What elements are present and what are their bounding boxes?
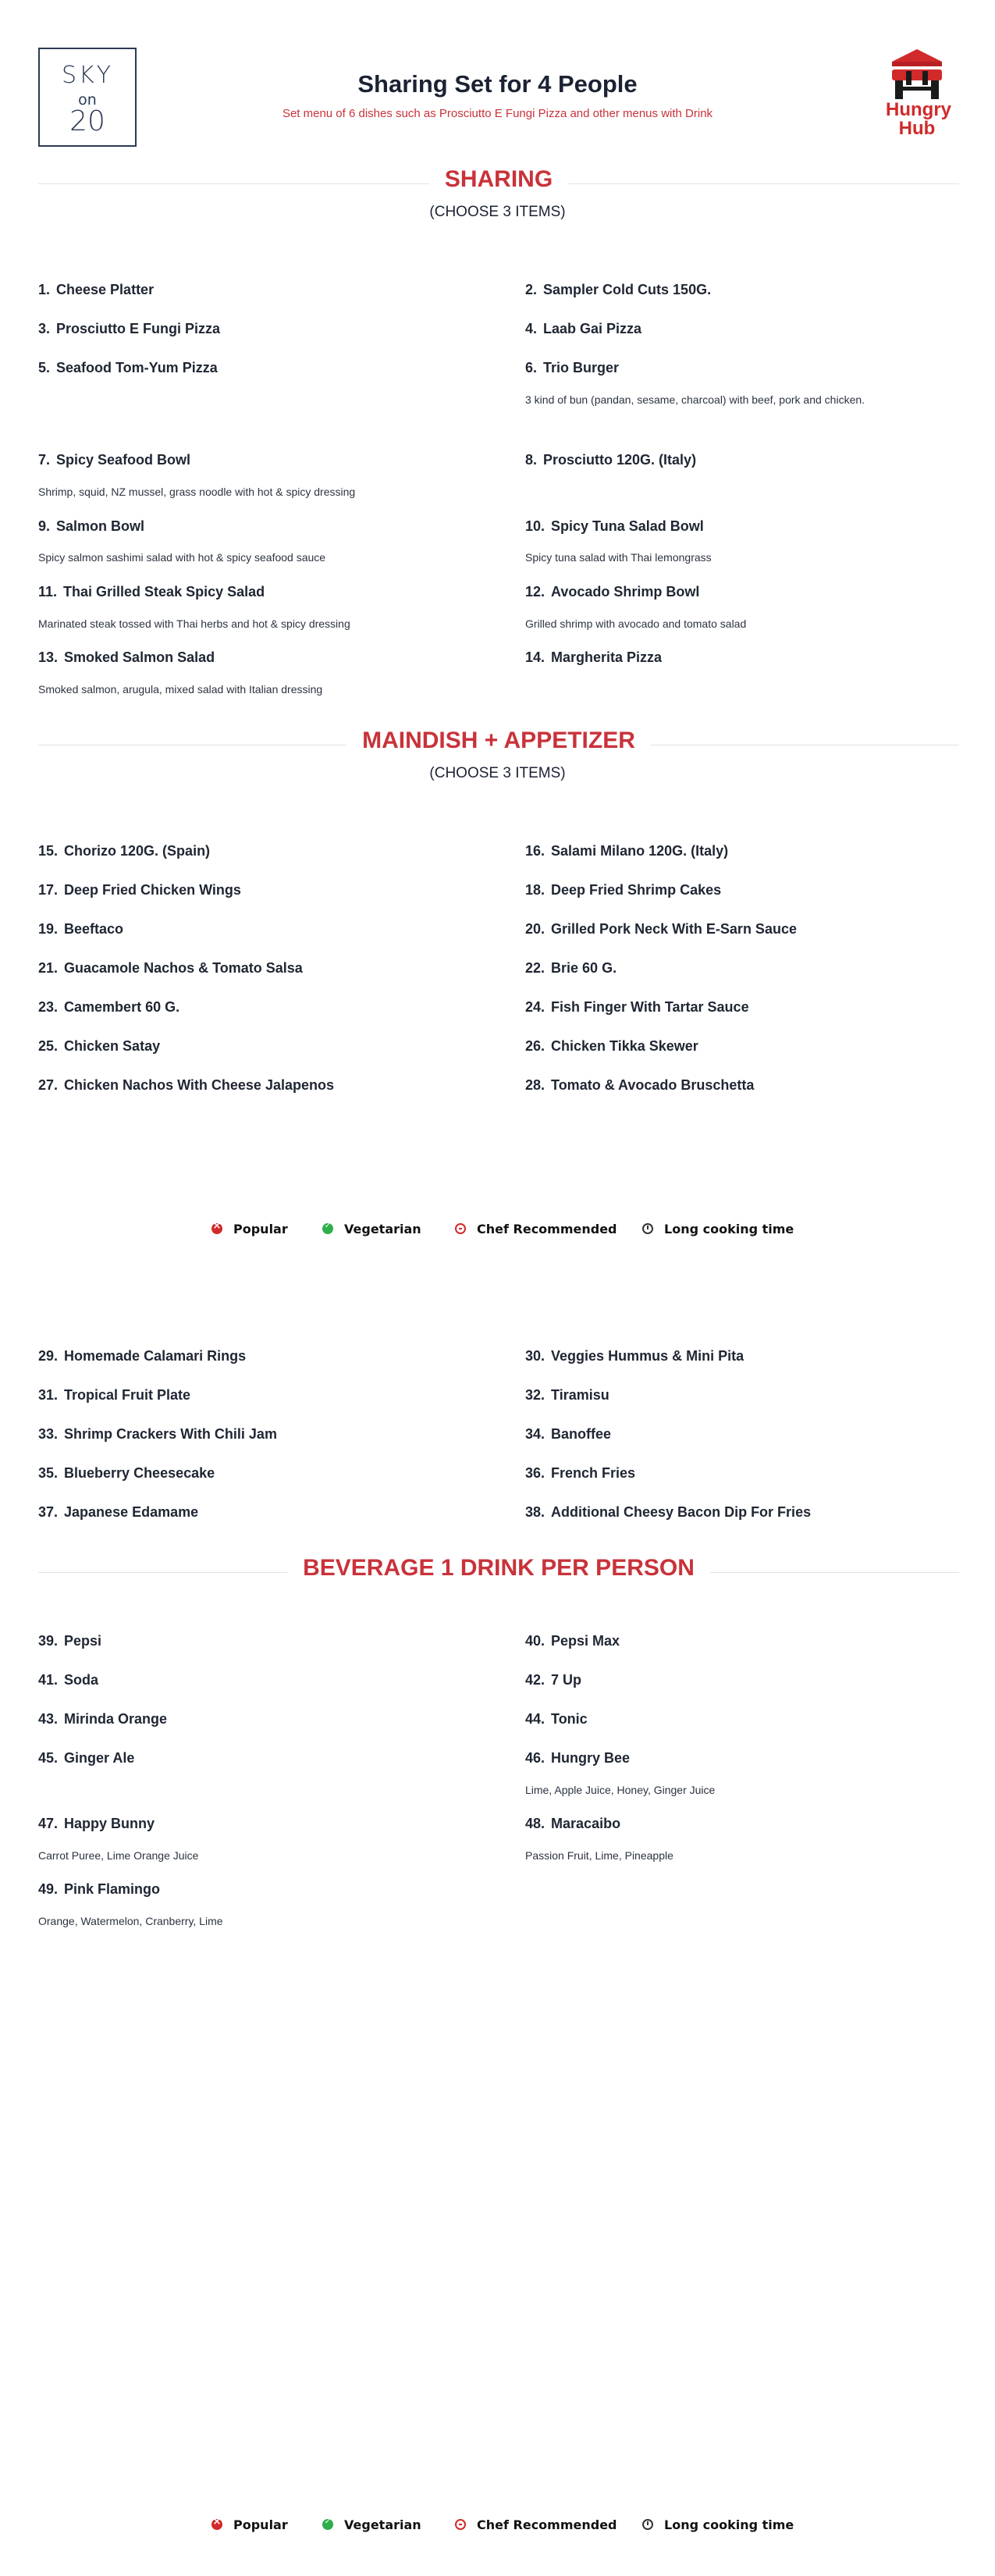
menu-item: 12. Avocado Shrimp Bowl (525, 584, 700, 600)
vegetarian-icon (322, 1223, 333, 1234)
item-description: Shrimp, squid, NZ mussel, grass noodle with hot & spicy dressing (38, 486, 356, 498)
menu-item: 34. Banoffee (525, 1426, 612, 1442)
menu-item: 37. Japanese Edamame (38, 1504, 199, 1520)
legend (0, 2517, 995, 2536)
menu-item: 47. Happy Bunny (38, 1816, 155, 1831)
menu-item: 3. Prosciutto E Fungi Pizza (38, 321, 221, 336)
menu-item: 49. Pink Flamingo (38, 1881, 161, 1897)
menu-item: 26. Chicken Tikka Skewer (525, 1038, 698, 1054)
menu-item: 19. Beeftaco (38, 921, 124, 937)
page-title: Sharing Set for 4 People (357, 70, 638, 98)
menu-item: 46. Hungry Bee (525, 1750, 631, 1766)
legend-item: ×Popular (211, 2517, 288, 2532)
menu-item: 42. 7 Up (525, 1672, 582, 1688)
legend-item: Long cooking time (642, 2517, 794, 2532)
legend (0, 1222, 995, 1240)
choose-note: (CHOOSE 3 ITEMS) (429, 765, 566, 781)
menu-item: 29. Homemade Calamari Rings (38, 1348, 247, 1364)
long-cooking-time-icon (642, 2519, 653, 2530)
menu-item: 24. Fish Finger With Tartar Sauce (525, 999, 749, 1015)
item-description: Marinated steak tossed with Thai herbs and hot & spicy dressing (38, 617, 350, 630)
table-icon (887, 48, 947, 101)
menu-item: 30. Veggies Hummus & Mini Pita (525, 1348, 744, 1364)
menu-item: 44. Tonic (525, 1711, 588, 1727)
section-title: SHARING (429, 166, 568, 192)
menu-item: 13. Smoked Salmon Salad (38, 649, 215, 665)
section-title: MAINDISH + APPETIZER (346, 728, 651, 753)
menu-item: 18. Deep Fried Shrimp Cakes (525, 882, 722, 898)
long-cooking-time-icon (642, 1223, 653, 1234)
legend-item: Chef Recommended (455, 1222, 617, 1236)
logo-line-3: 20 (69, 105, 105, 137)
brand-name: Hungry Hub (886, 99, 951, 139)
menu-item: 15. Chorizo 120G. (Spain) (38, 843, 211, 859)
hungry-hub-logo (866, 48, 968, 149)
section-title: BEVERAGE 1 DRINK PER PERSON (287, 1555, 710, 1581)
menu-item: 25. Chicken Satay (38, 1038, 161, 1054)
vegetarian-icon (322, 2519, 333, 2530)
choose-note: (CHOOSE 3 ITEMS) (429, 204, 566, 220)
menu-item: 5. Seafood Tom-Yum Pizza (38, 360, 218, 375)
menu-item: 39. Pepsi (38, 1633, 102, 1649)
item-description: Grilled shrimp with avocado and tomato salad (525, 617, 747, 630)
logo-line-2: on (78, 91, 97, 109)
section-header-sharing (38, 166, 959, 197)
legend-item: Chef Recommended (455, 2517, 617, 2532)
item-description: 3 kind of bun (pandan, sesame, charcoal) with beef, pork and chicken. (525, 393, 865, 406)
menu-item: 23. Camembert 60 G. (38, 999, 180, 1015)
menu-item: 2. Sampler Cold Cuts 150G. (525, 282, 712, 297)
popular-icon (211, 2519, 222, 2530)
menu-item: 32. Tiramisu (525, 1387, 609, 1403)
menu-item: 20. Grilled Pork Neck With E-Sarn Sauce (525, 921, 797, 937)
menu-item: 35. Blueberry Cheesecake (38, 1465, 215, 1481)
menu-item: 45. Ginger Ale (38, 1750, 135, 1766)
menu-item: 1. Cheese Platter (38, 282, 155, 297)
item-description: Orange, Watermelon, Cranberry, Lime (38, 1915, 223, 1927)
menu-item: 40. Pepsi Max (525, 1633, 620, 1649)
legend-item: ✓ Vegetarian (322, 1222, 421, 1236)
menu-item: 48. Maracaibo (525, 1816, 621, 1831)
popular-icon (211, 1223, 222, 1234)
legend-item: ×Popular (211, 1222, 288, 1236)
menu-item: 43. Mirinda Orange (38, 1711, 168, 1727)
item-description: Carrot Puree, Lime Orange Juice (38, 1849, 199, 1862)
menu-item: 21. Guacamole Nachos & Tomato Salsa (38, 960, 303, 976)
menu-item: 28. Tomato & Avocado Bruschetta (525, 1077, 755, 1093)
menu-item: 4. Laab Gai Pizza (525, 321, 642, 336)
menu-item: 10. Spicy Tuna Salad Bowl (525, 518, 704, 534)
logo-line-1: SKY (61, 62, 114, 89)
menu-item: 6. Trio Burger (525, 360, 620, 375)
legend-item: ✓ Vegetarian (322, 2517, 421, 2532)
legend-item: Long cooking time (642, 1222, 794, 1236)
chef-recommended-icon (455, 2519, 466, 2530)
item-description: Lime, Apple Juice, Honey, Ginger Juice (525, 1784, 716, 1796)
menu-item: 41. Soda (38, 1672, 99, 1688)
menu-item: 33. Shrimp Crackers With Chili Jam (38, 1426, 277, 1442)
item-description: Spicy salmon sashimi salad with hot & spicy seafood sauce (38, 551, 326, 564)
menu-item: 9. Salmon Bowl (38, 518, 145, 534)
item-description: Smoked salmon, arugula, mixed salad with Italian dressing (38, 683, 323, 696)
section-header-maindish (38, 728, 959, 759)
menu-item: 7. Spicy Seafood Bowl (38, 452, 191, 468)
section-header-beverage (38, 1555, 959, 1586)
menu-item: 11. Thai Grilled Steak Spicy Salad (38, 584, 265, 600)
menu-item: 27. Chicken Nachos With Cheese Jalapenos (38, 1077, 334, 1093)
menu-item: 36. French Fries (525, 1465, 636, 1481)
menu-item: 31. Tropical Fruit Plate (38, 1387, 191, 1403)
menu-item: 38. Additional Cheesy Bacon Dip For Fries (525, 1504, 812, 1520)
item-description: Passion Fruit, Lime, Pineapple (525, 1849, 673, 1862)
item-description: Spicy tuna salad with Thai lemongrass (525, 551, 712, 564)
page-subtitle: Set menu of 6 dishes such as Prosciutto E Fungi Pizza and other menus with Drink (282, 107, 713, 120)
chef-recommended-icon (455, 1223, 466, 1234)
menu-item: 22. Brie 60 G. (525, 960, 617, 976)
menu-item: 8. Prosciutto 120G. (Italy) (525, 452, 697, 468)
menu-item: 14. Margherita Pizza (525, 649, 663, 665)
menu-item: 17. Deep Fried Chicken Wings (38, 882, 241, 898)
menu-item: 16. Salami Milano 120G. (Italy) (525, 843, 729, 859)
